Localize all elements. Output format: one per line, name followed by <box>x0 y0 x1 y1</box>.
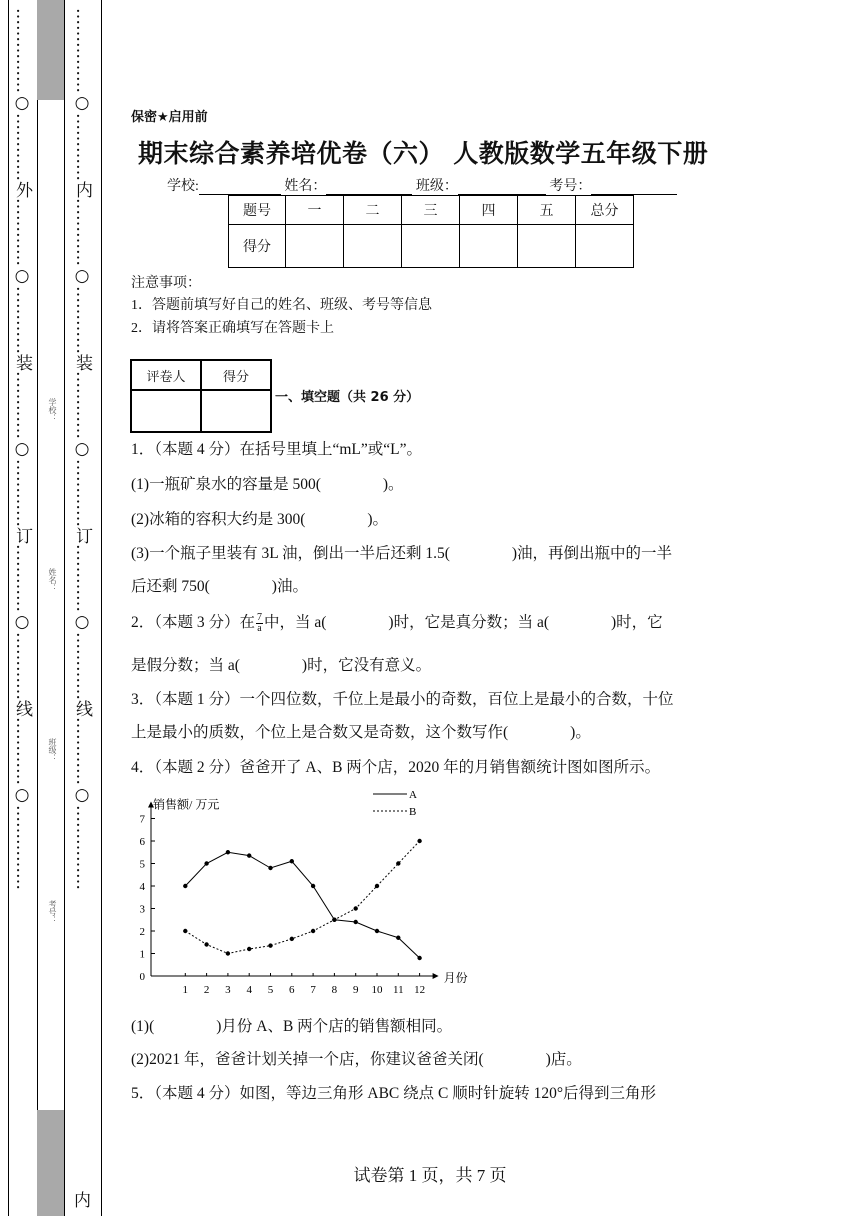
y-tick-label: 7 <box>139 813 145 826</box>
data-point-A <box>183 884 187 888</box>
score-entry-cell[interactable] <box>576 225 634 268</box>
y-tick-label: 6 <box>139 836 145 848</box>
data-point-B <box>396 861 400 865</box>
question-2-suffix: 中，当 a( )时，它是真分数；当 a( )时，它 <box>264 614 663 631</box>
grader-entry-cell[interactable] <box>131 390 201 432</box>
score-cell: 三 <box>402 196 460 225</box>
x-tick-label: 7 <box>310 984 316 996</box>
legend-label-B: B <box>409 806 417 818</box>
score-cell: 一 <box>286 196 344 225</box>
question-1-part-3-cont: 后还剩 750( )油。 <box>131 578 308 595</box>
data-point-B <box>183 929 187 933</box>
fraction-denominator: a <box>257 622 262 634</box>
x-tick-label: 4 <box>246 984 252 996</box>
margin-inner-bottom-char: 内 <box>74 1191 91 1211</box>
question-2-prefix: 2．（本题 3 分）在 <box>131 614 256 631</box>
data-point-A <box>311 884 315 888</box>
x-tick-label: 1 <box>182 984 189 996</box>
margin-school-label: 学校： <box>48 398 57 422</box>
data-point-B <box>247 947 251 951</box>
fraction-7-over-a <box>256 613 263 634</box>
secret-label: 保密★启用前 <box>131 110 208 125</box>
x-tick-label: 5 <box>267 984 274 996</box>
y-tick-label: 4 <box>139 881 145 893</box>
question-4: 4．（本题 2 分）爸爸开了 A、B 两个店，2020 年的月销售额统计图如图所示。 <box>131 759 661 776</box>
data-point-B <box>290 937 294 941</box>
margin-divider-line <box>64 0 65 1216</box>
data-point-A <box>375 929 379 933</box>
question-1-part-1: (1)一瓶矿泉水的容量是 500( )。 <box>131 476 404 493</box>
data-point-B <box>268 943 272 947</box>
page-footer: 试卷第 1 页，共 7 页 <box>353 1166 507 1185</box>
question-3-cont: 上是最小的质数，个位上是合数又是奇数，这个数写作( )。 <box>131 724 591 741</box>
question-1: 1．（本题 4 分）在括号里填上“mL”或“L”。 <box>131 441 423 458</box>
score-row-label: 得分 <box>229 225 286 268</box>
data-point-B <box>311 929 315 933</box>
question-4-part-1: (1)( )月份 A、B 两个店的销售额相同。 <box>131 1018 453 1035</box>
x-axis-label: 月份 <box>443 971 468 985</box>
y-tick-label: 5 <box>139 858 145 871</box>
data-point-B <box>204 942 208 946</box>
school-field[interactable] <box>199 180 281 195</box>
x-tick-label: 8 <box>331 984 338 996</box>
page-title: 期末综合素养培优卷（六） 人教版数学五年级下册 <box>138 139 709 168</box>
fraction-numerator: 7 <box>257 611 263 623</box>
score-cell: 题号 <box>229 196 286 225</box>
x-tick-label: 11 <box>393 984 404 996</box>
score-table <box>228 195 634 268</box>
margin-inner-dotted-text: ……………○…………内…………○…………装…………○…………订…………○…………线…………○…………… <box>72 8 92 890</box>
score-entry-cell[interactable] <box>402 225 460 268</box>
class-label: 班级： <box>415 179 458 194</box>
x-tick-label: 6 <box>289 984 295 996</box>
grader-col-label: 评卷人 <box>131 360 201 390</box>
note-item: 1．答题前填写好自己的姓名、班级、考号等信息 <box>131 298 432 313</box>
score-cell: 总分 <box>576 196 634 225</box>
margin-class-label: 班级： <box>48 738 57 762</box>
x-tick-label: 9 <box>352 984 359 996</box>
section-heading: 一、填空题（共 26 分） <box>275 390 420 405</box>
data-point-B <box>375 884 379 888</box>
x-tick-label: 3 <box>225 984 231 996</box>
question-3: 3．（本题 1 分）一个四位数，千位上是最小的奇数，百位上是最小的合数，十位 <box>131 691 674 708</box>
y-tick-label: 1 <box>139 948 145 961</box>
series-line-B <box>185 841 419 954</box>
x-axis-arrow <box>433 973 439 979</box>
y-tick-label: 3 <box>139 903 145 916</box>
margin-exam-no-label: 考号： <box>48 900 57 924</box>
data-point-B <box>332 918 336 922</box>
data-point-B <box>417 839 421 843</box>
data-point-A <box>417 956 421 960</box>
notes-heading: 注意事项： <box>131 276 201 291</box>
grader-table <box>130 359 272 433</box>
data-point-A <box>290 859 294 863</box>
question-1-part-3: (3)一个瓶子里装有 3L 油，倒出一半后还剩 1.5( )油，再倒出瓶中的一半 <box>131 545 673 562</box>
data-point-A <box>396 936 400 940</box>
score-table-score-row <box>229 225 634 268</box>
score-table-header-row <box>229 196 634 225</box>
question-4-part-2: (2)2021 年，爸爸计划关掉一个店，你建议爸爸关闭( )店。 <box>131 1051 582 1068</box>
data-point-A <box>247 853 251 857</box>
data-point-A <box>268 866 272 870</box>
margin-inner-border <box>101 0 102 1216</box>
margin-name-label: 姓名： <box>48 568 57 592</box>
score-cell: 二 <box>344 196 402 225</box>
margin-outer-border <box>8 0 9 1216</box>
series-line-A <box>185 852 419 958</box>
y-tick-label: 0 <box>139 971 145 983</box>
grader-col-label: 得分 <box>201 360 271 390</box>
question-2-cont: 是假分数；当 a( )时，它没有意义。 <box>131 657 432 674</box>
note-item: 2．请将答案正确填写在答题卡上 <box>131 321 334 336</box>
score-cell: 四 <box>460 196 518 225</box>
score-entry-cell[interactable] <box>460 225 518 268</box>
school-label: 学校: <box>167 179 199 194</box>
y-axis-label: 销售额/ 万元 <box>153 797 220 812</box>
exam-no-field[interactable] <box>591 180 677 195</box>
student-info-line <box>167 175 677 195</box>
question-5: 5．（本题 4 分）如图，等边三角形 ABC 绕点 C 顺时针旋转 120°后得到三角形 <box>131 1085 657 1102</box>
data-point-A <box>354 920 358 924</box>
grader-entry-cell[interactable] <box>201 390 271 432</box>
exam-no-label: 考号： <box>549 179 592 194</box>
question-1-part-2: (2)冰箱的容积大约是 300( )。 <box>131 511 389 528</box>
score-cell: 五 <box>518 196 576 225</box>
data-point-B <box>226 951 230 955</box>
x-tick-label: 12 <box>414 984 426 996</box>
y-tick-label: 2 <box>139 926 145 938</box>
x-tick-label: 2 <box>203 984 210 996</box>
margin-outer-dotted-text: ……………○…………外…………○…………装…………○…………订…………○…………线…………○…………… <box>12 8 32 890</box>
name-field[interactable] <box>326 180 412 195</box>
score-entry-cell[interactable] <box>518 225 576 268</box>
score-entry-cell[interactable] <box>286 225 344 268</box>
legend-label-A: A <box>409 789 417 801</box>
x-tick-label: 10 <box>371 984 383 996</box>
margin-gray-block-top <box>37 0 64 100</box>
data-point-B <box>354 906 358 910</box>
score-entry-cell[interactable] <box>344 225 402 268</box>
data-point-A <box>204 861 208 865</box>
margin-divider-line <box>37 0 38 1216</box>
class-field[interactable] <box>458 180 546 195</box>
question-2 <box>131 610 663 634</box>
name-label: 姓名： <box>284 179 327 194</box>
data-point-A <box>226 850 230 854</box>
sales-line-chart <box>125 782 468 998</box>
